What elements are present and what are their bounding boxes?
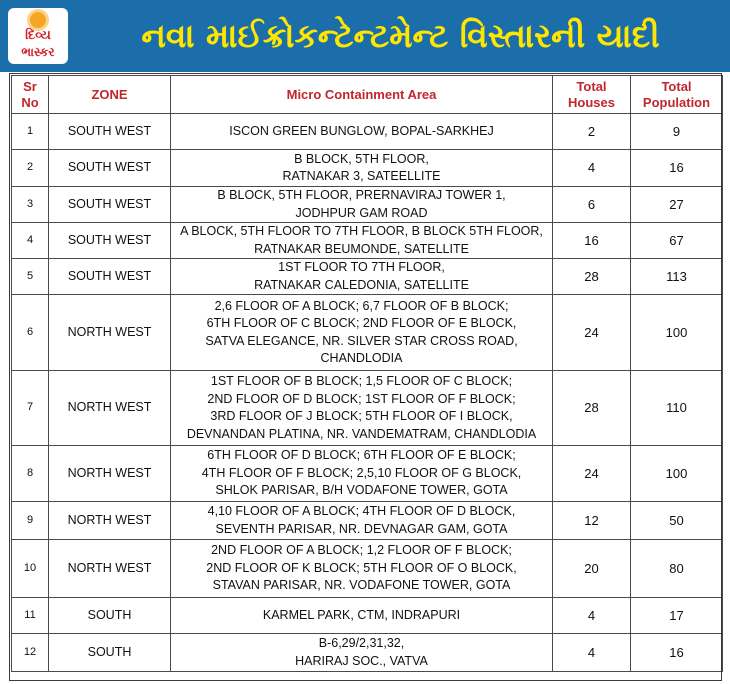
cell-zone: NORTH WEST: [49, 540, 171, 598]
cell-sr-no: 9: [12, 502, 49, 540]
cell-houses: 4: [553, 598, 631, 634]
area-line: 4,10 FLOOR OF A BLOCK; 4TH FLOOR OF D BLOCK,: [207, 504, 516, 518]
cell-houses: 4: [553, 150, 631, 187]
cell-sr-no: 2: [12, 150, 49, 187]
cell-population: 100: [631, 446, 723, 502]
cell-zone: SOUTH WEST: [49, 223, 171, 259]
cell-zone: NORTH WEST: [49, 295, 171, 371]
header-banner: [0, 0, 730, 72]
cell-houses: 4: [553, 634, 631, 672]
cell-zone: NORTH WEST: [49, 371, 171, 446]
table-row: [12, 598, 723, 634]
area-line: SHLOK PARISAR, B/H VODAFONE TOWER, GOTA: [215, 483, 508, 498]
area-line: 4TH FLOOR OF F BLOCK; 2,5,10 FLOOR OF G BLOCK,: [201, 465, 522, 480]
cell-population: 27: [631, 187, 723, 223]
containment-table: [11, 75, 723, 672]
area-line: RATNAKAR 3, SATEELLITE: [282, 169, 441, 183]
cell-area: [171, 634, 553, 672]
area-line: KARMEL PARK, CTM, INDRAPURI: [262, 607, 461, 622]
cell-houses: 28: [553, 371, 631, 446]
area-line: B BLOCK, 5TH FLOOR, PRERNAVIRAJ TOWER 1,: [217, 188, 506, 202]
cell-houses: 6: [553, 187, 631, 223]
cell-houses: 20: [553, 540, 631, 598]
divya-bhaskar-logo: [8, 8, 68, 64]
cell-population: 16: [631, 634, 723, 672]
area-line: B-6,29/2,31,32,: [318, 636, 405, 650]
cell-houses: 24: [553, 446, 631, 502]
cell-houses: 28: [553, 259, 631, 295]
logo-text-line1: દિવ્ય: [25, 28, 51, 43]
cell-area: [171, 371, 553, 446]
area-line: DEVNANDAN PLATINA, NR. VANDEMATRAM, CHANDLODIA: [186, 426, 537, 441]
table-row: [12, 223, 723, 259]
cell-area: [171, 223, 553, 259]
area-line: 1ST FLOOR TO 7TH FLOOR,: [278, 260, 445, 274]
cell-population: 80: [631, 540, 723, 598]
area-line: 2ND FLOOR OF K BLOCK; 5TH FLOOR OF O BLOCK,: [206, 560, 517, 575]
col-header-sr: Sr No: [12, 76, 49, 114]
area-line: RATNAKAR BEUMONDE, SATELLITE: [254, 241, 469, 256]
cell-zone: SOUTH: [49, 598, 171, 634]
logo-text-line2: ભાસ્કર: [21, 45, 55, 59]
cell-zone: NORTH WEST: [49, 502, 171, 540]
cell-population: 67: [631, 223, 723, 259]
cell-zone: SOUTH: [49, 634, 171, 672]
cell-zone: SOUTH WEST: [49, 259, 171, 295]
col-header-houses: Total Houses: [553, 76, 631, 114]
cell-population: 100: [631, 295, 723, 371]
area-line: CHANDLODIA: [320, 351, 403, 365]
cell-sr-no: 4: [12, 223, 49, 259]
area-line: A BLOCK, 5TH FLOOR TO 7TH FLOOR, B BLOCK 5TH FLOOR,: [180, 224, 543, 238]
table-row: [12, 259, 723, 295]
table-row: [12, 371, 723, 446]
cell-area: [171, 540, 553, 598]
cell-houses: 2: [553, 114, 631, 150]
col-header-zone: ZONE: [49, 76, 171, 114]
area-line: JODHPUR GAM ROAD: [295, 205, 428, 220]
cell-sr-no: 11: [12, 598, 49, 634]
cell-zone: SOUTH WEST: [49, 187, 171, 223]
cell-zone: SOUTH WEST: [49, 114, 171, 150]
cell-population: 50: [631, 502, 723, 540]
area-line: 1ST FLOOR OF B BLOCK; 1,5 FLOOR OF C BLOCK;: [210, 374, 513, 388]
cell-area: [171, 502, 553, 540]
cell-area: [171, 259, 553, 295]
cell-houses: 12: [553, 502, 631, 540]
area-line: ISCON GREEN BUNGLOW, BOPAL-SARKHEJ: [229, 123, 494, 138]
table-row: [12, 446, 723, 502]
cell-houses: 24: [553, 295, 631, 371]
area-line: HARIRAJ SOC., VATVA: [295, 653, 428, 668]
page-title: નવા માઈક્રોકન્ટેન્ટમેન્ટ વિસ્તારની યાદી: [141, 16, 660, 55]
cell-population: 113: [631, 259, 723, 295]
cell-population: 9: [631, 114, 723, 150]
area-line: 2,6 FLOOR OF A BLOCK; 6,7 FLOOR OF B BLOCK;: [214, 298, 509, 313]
col-header-area: Micro Containment Area: [171, 76, 553, 114]
table-row: [12, 295, 723, 371]
cell-sr-no: 10: [12, 540, 49, 598]
table-header-row: [12, 76, 723, 114]
cell-population: 16: [631, 150, 723, 187]
cell-zone: SOUTH WEST: [49, 150, 171, 187]
area-line: STAVAN PARISAR, NR. VODAFONE TOWER, GOTA: [212, 578, 511, 593]
table-row: [12, 187, 723, 223]
cell-area: [171, 150, 553, 187]
cell-sr-no: 8: [12, 446, 49, 502]
cell-area: [171, 295, 553, 371]
cell-zone: NORTH WEST: [49, 446, 171, 502]
area-line: 6TH FLOOR OF D BLOCK; 6TH FLOOR OF E BLOCK;: [207, 448, 516, 463]
cell-area: [171, 187, 553, 223]
table-row: [12, 634, 723, 672]
cell-houses: 16: [553, 223, 631, 259]
col-header-population: Total Population: [631, 76, 723, 114]
area-line: SATVA ELEGANCE, NR. SILVER STAR CROSS ROAD,: [205, 333, 518, 348]
cell-area: [171, 446, 553, 502]
area-line: B BLOCK, 5TH FLOOR,: [294, 151, 429, 166]
sun-icon: [30, 12, 46, 28]
area-line: 6TH FLOOR OF C BLOCK; 2ND FLOOR OF E BLOCK,: [206, 316, 517, 330]
area-line: SEVENTH PARISAR, NR. DEVNAGAR GAM, GOTA: [215, 521, 508, 536]
cell-area: [171, 598, 553, 634]
table-row: [12, 502, 723, 540]
cell-area: [171, 114, 553, 150]
cell-sr-no: 6: [12, 295, 49, 371]
area-line: 2ND FLOOR OF A BLOCK; 1,2 FLOOR OF F BLOCK;: [211, 543, 512, 558]
area-line: 2ND FLOOR OF D BLOCK; 1ST FLOOR OF F BLOCK;: [207, 391, 516, 406]
cell-population: 17: [631, 598, 723, 634]
cell-sr-no: 1: [12, 114, 49, 150]
cell-sr-no: 7: [12, 371, 49, 446]
cell-sr-no: 12: [12, 634, 49, 672]
table-row: [12, 540, 723, 598]
table-row: [12, 150, 723, 187]
cell-population: 110: [631, 371, 723, 446]
cell-sr-no: 5: [12, 259, 49, 295]
cell-sr-no: 3: [12, 187, 49, 223]
area-line: 3RD FLOOR OF J BLOCK; 5TH FLOOR OF I BLOCK,: [210, 409, 513, 423]
table-row: [12, 114, 723, 150]
area-line: RATNAKAR CALEDONIA, SATELLITE: [254, 277, 469, 292]
